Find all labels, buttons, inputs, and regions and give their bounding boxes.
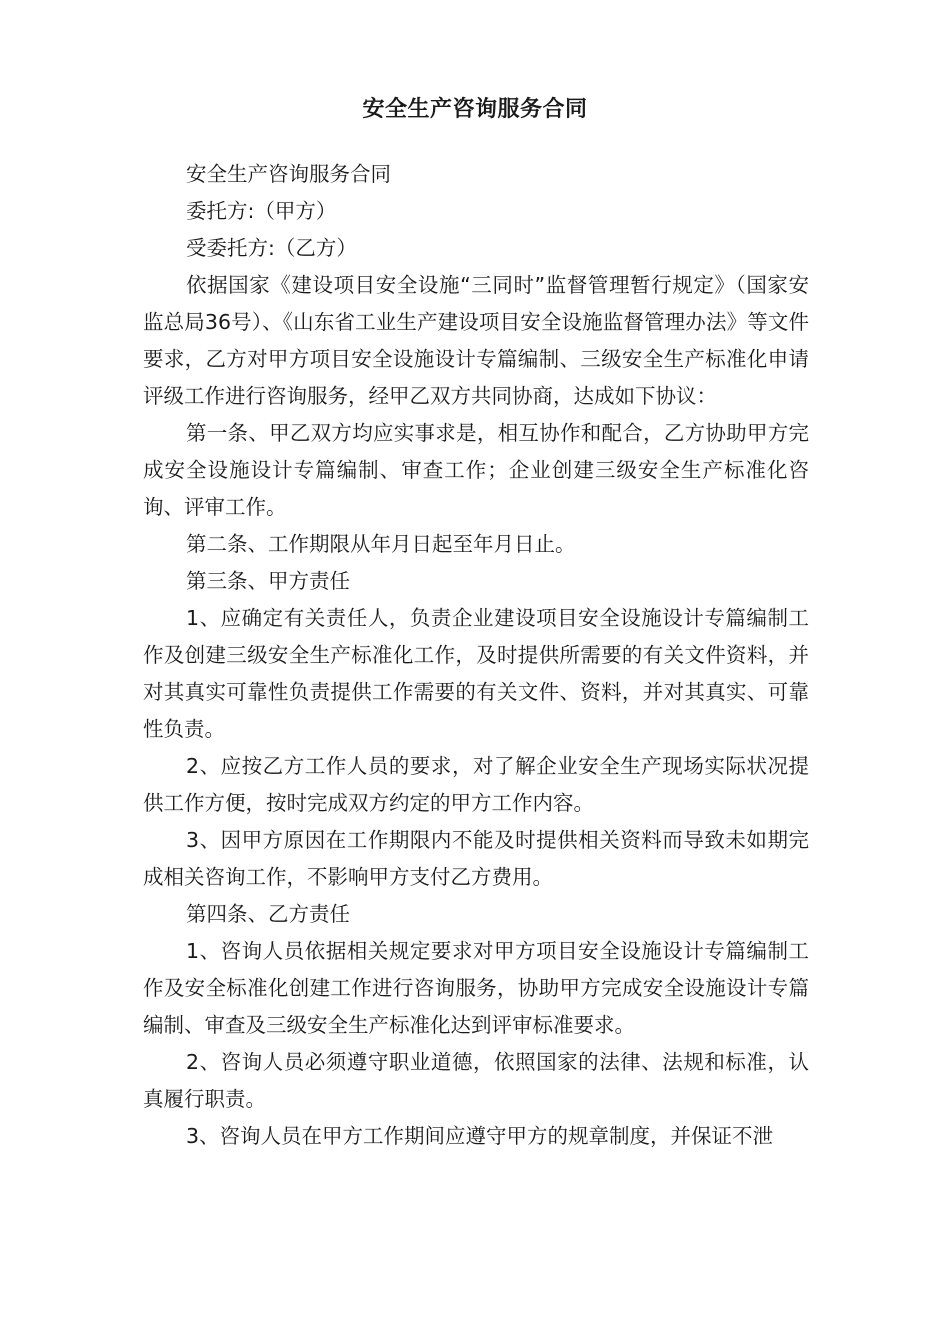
paragraph-article-4-item-3: 3、咨询人员在甲方工作期间应遵守甲方的规章制度，并保证不泄: [186, 1124, 774, 1148]
paragraph-basis: 依据国家《建设项目安全设施“三同时”监督管理暂行规定》（国家安监总局36号）、《山东省工业生产建设项目安全设施监督管理办法》等文件要求，乙方对甲方项目安全设施设计专篇编制、三级安全生产标准化申请评级工作进行咨询服务，经甲乙双方共同协商，达成如下协议：: [143, 273, 809, 408]
paragraph-client: 委托方:（甲方）: [186, 199, 337, 223]
paragraph-article-4-heading: 第四条、乙方责任: [186, 902, 350, 926]
paragraph-article-1: 第一条、甲乙双方均应实事求是，相互协作和配合，乙方协助甲方完成安全设施设计专篇编制、审查工作；企业创建三级安全生产标准化咨询、评审工作。: [143, 421, 809, 519]
paragraph-article-3-item-3: 3、因甲方原因在工作期限内不能及时提供相关资料而导致未如期完成相关咨询工作，不影响甲方支付乙方费用。: [143, 828, 809, 889]
paragraph-article-3-heading: 第三条、甲方责任: [186, 569, 350, 593]
paragraph-heading: 安全生产咨询服务合同: [186, 162, 391, 186]
paragraph-contractor: 受委托方:（乙方）: [186, 236, 357, 260]
document-title: 安全生产咨询服务合同: [362, 97, 588, 122]
paragraph-article-2: 第二条、工作期限从年月日起至年月日止。: [186, 532, 576, 556]
paragraph-article-3-item-2: 2、应按乙方工作人员的要求，对了解企业安全生产现场实际状况提供工作方便，按时完成双方约定的甲方工作内容。: [143, 754, 809, 815]
paragraph-article-3-item-1: 1、应确定有关责任人，负责企业建设项目安全设施设计专篇编制工作及创建三级安全生产标准化工作，及时提供所需要的有关文件资料，并对其真实可靠性负责提供工作需要的有关文件、资料，并对其真实、可靠性负责。: [143, 606, 809, 741]
document-body: [143, 156, 809, 1155]
paragraph-article-4-item-2: 2、咨询人员必须遵守职业道德，依照国家的法律、法规和标准，认真履行职责。: [143, 1050, 809, 1111]
paragraph-article-4-item-1: 1、咨询人员依据相关规定要求对甲方项目安全设施设计专篇编制工作及安全标准化创建工作进行咨询服务，协助甲方完成安全设施设计专篇编制、审查及三级安全生产标准化达到评审标准要求。: [143, 939, 809, 1037]
